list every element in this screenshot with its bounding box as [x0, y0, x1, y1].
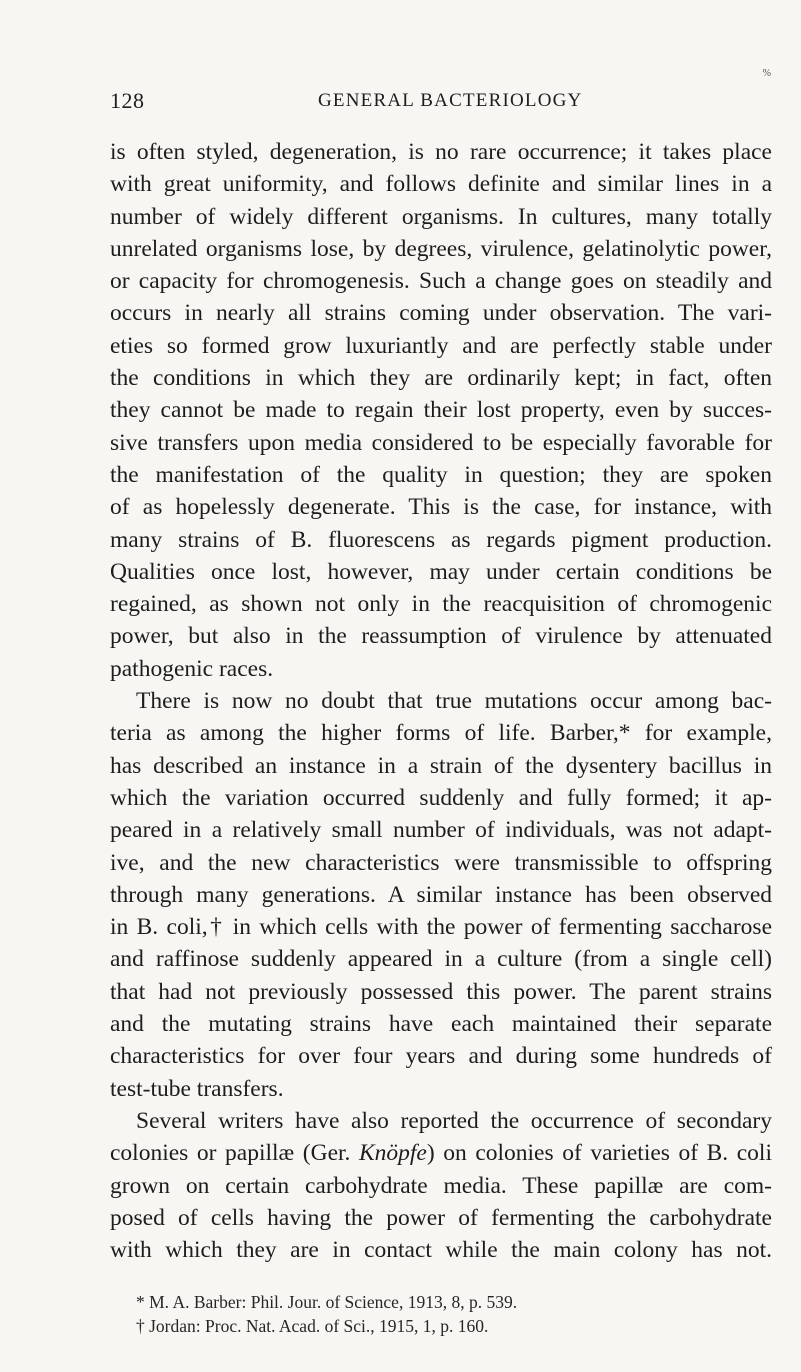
footnote-barber: * M. A. Barber: Phil. Jour. of Science, 1913, 8, p. 539. [136, 1292, 518, 1312]
text-line: they cannot be made to regain their lost property, even by succes- [110, 397, 772, 424]
text-line: in B. coli,† in which cells with the power of fermenting saccharose [110, 914, 772, 941]
text-line: There is now no doubt that true mutations occur among bac- [136, 688, 772, 715]
paragraph-2 [110, 685, 772, 1105]
text-line: many strains of B. fluorescens as regards pigment production. [110, 526, 772, 553]
text-line: or capacity for chromogenesis. Such a change goes on steadily and [110, 268, 772, 295]
text-line: with great uniformity, and follows definite and similar lines in a [110, 171, 772, 198]
text-line: which the variation occurred suddenly and fully formed; it ap- [110, 784, 772, 811]
text-line: teria as among the higher forms of life. Barber,* for example, [110, 720, 772, 747]
text-line: sive transfers upon media considered to be especially favorable for [110, 429, 772, 456]
text-line: ive, and the new characteristics were transmissible to offspring [110, 849, 772, 876]
text-line: Several writers have also reported the occurrence of secondary [136, 1107, 772, 1134]
text-line: pathogenic races. [110, 655, 274, 682]
page-number: 128 [110, 88, 145, 113]
paragraph-3 [110, 1105, 772, 1266]
text-line: Qualities once lost, however, may under certain conditions be [110, 558, 772, 585]
text-line: regained, as shown not only in the reacquisition of chromogenic [110, 591, 772, 618]
body-text [110, 136, 772, 1266]
text-line: that had not previously possessed this power. The parent strains [110, 978, 772, 1005]
text-line: through many generations. A similar instance has been observed [110, 881, 772, 908]
text-line [110, 1137, 772, 1169]
text-line: the conditions in which they are ordinarily kept; in fact, often [110, 365, 772, 392]
footnotes [136, 1290, 756, 1338]
text-line: number of widely different organisms. In cultures, many totally [110, 203, 772, 230]
text-line: characteristics for over four years and during some hundreds of [110, 1043, 772, 1070]
text-line: of as hopelessly degenerate. This is the case, for instance, with [110, 494, 772, 521]
text-line: is often styled, degeneration, is no rare occurrence; it takes place [110, 139, 772, 165]
text-line: grown on certain carbohydrate media. These papillæ are com- [110, 1172, 772, 1199]
text-segment: ) on colonies of varieties of B. coli [426, 1140, 772, 1167]
text-segment: colonies or papillæ (Ger. [110, 1140, 359, 1167]
page-header [110, 88, 710, 116]
text-line: eties so formed grow luxuriantly and are perfectly stable under [110, 332, 772, 359]
text-line: the manifestation of the quality in question; they are spoken [110, 461, 772, 488]
footnote-jordan: † Jordan: Proc. Nat. Acad. of Sci., 1915, 1, p. 160. [136, 1316, 489, 1336]
text-line: and raffinose suddenly appeared in a culture (from a single cell) [110, 946, 772, 973]
text-line: with which they are in contact while the main colony has not. [110, 1237, 772, 1264]
text-line: unrelated organisms lose, by degrees, virulence, gelatinolytic power, [110, 235, 772, 262]
text-line: peared in a relatively small number of individuals, was not adapt- [110, 817, 772, 844]
text-line: and the mutating strains have each maintained their separate [110, 1011, 772, 1038]
text-line: occurs in nearly all strains coming under observation. The vari- [110, 300, 772, 327]
italic-term: Knöpfe [358, 1140, 427, 1167]
text-line: has described an instance in a strain of the dysentery bacillus in [110, 752, 772, 779]
text-line: posed of cells having the power of fermenting the carbohydrate [110, 1204, 772, 1231]
corner-mark: % [762, 68, 771, 79]
text-line: power, but also in the reassumption of virulence by attenuated [110, 623, 772, 650]
text-line: test-tube transfers. [110, 1075, 284, 1102]
running-head: GENERAL BACTERIOLOGY [318, 90, 583, 111]
paragraph-1 [110, 136, 772, 685]
